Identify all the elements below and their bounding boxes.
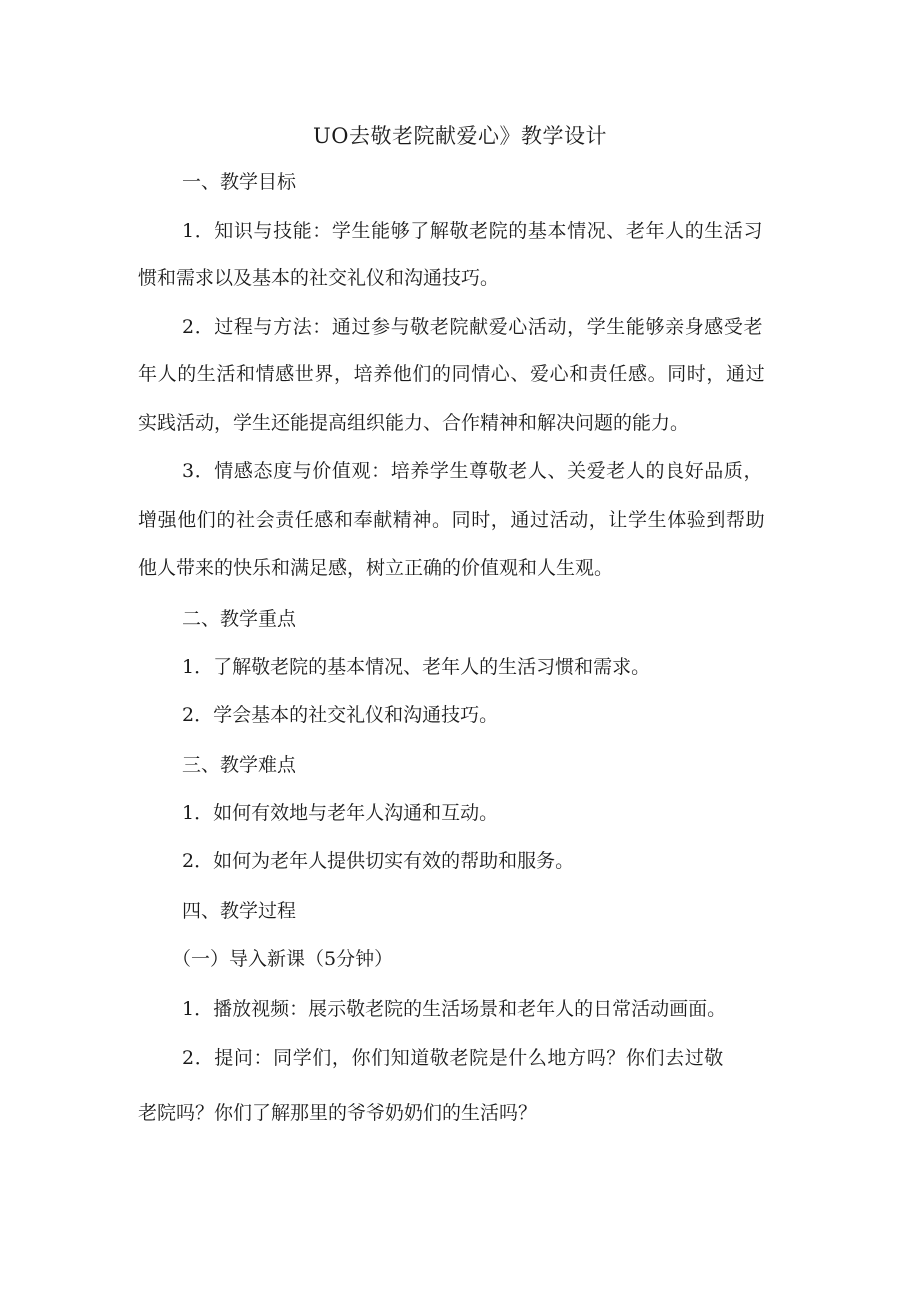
paragraph-line: 2．过程与方法：通过参与敬老院献爱心活动，学生能够亲身感受老	[182, 316, 764, 338]
paragraph-line: 3．情感态度与价值观：培养学生尊敬老人、关爱老人的良好品质，	[182, 460, 764, 482]
paragraph-line: 他人带来的快乐和满足感，树立正确的价值观和人生观。	[138, 557, 614, 579]
paragraph-line: 1．知识与技能：学生能够了解敬老院的基本情况、老年人的生活习	[182, 220, 764, 242]
section-heading-objectives: 一、教学目标	[182, 171, 297, 193]
paragraph-line: 2．学会基本的社交礼仪和沟通技巧。	[182, 704, 499, 726]
section-heading-difficulties: 三、教学难点	[182, 754, 297, 776]
paragraph-line: 增强他们的社会责任感和奉献精神。同时，通过活动，让学生体验到帮助	[138, 509, 766, 531]
paragraph-line: 2．如何为老年人提供切实有效的帮助和服务。	[182, 850, 575, 872]
subsection-heading: （一）导入新课（5分钟）	[172, 948, 394, 970]
paragraph-line: 1．播放视频：展示敬老院的生活场景和老年人的日常活动画面。	[182, 998, 727, 1020]
paragraph-line: 年人的生活和情感世界，培养他们的同情心、爱心和责任感。同时，通过	[138, 363, 766, 385]
paragraph-line: 1．如何有效地与老年人沟通和互动。	[182, 802, 499, 824]
paragraph-line: 1．了解敬老院的基本情况、老年人的生活习惯和需求。	[182, 656, 651, 678]
paragraph-line: 老院吗？你们了解那里的爷爷奶奶们的生活吗？	[138, 1102, 538, 1124]
paragraph-line: 惯和需求以及基本的社交礼仪和沟通技巧。	[138, 267, 500, 289]
section-heading-process: 四、教学过程	[182, 900, 297, 922]
paragraph-line: 实践活动，学生还能提高组织能力、合作精神和解决问题的能力。	[138, 412, 690, 434]
section-heading-key-points: 二、教学重点	[182, 608, 297, 630]
paragraph-line: 2．提问：同学们，你们知道敬老院是什么地方吗？你们去过敬	[182, 1047, 724, 1069]
document-title: UO去敬老院献爱心》教学设计	[313, 124, 607, 148]
